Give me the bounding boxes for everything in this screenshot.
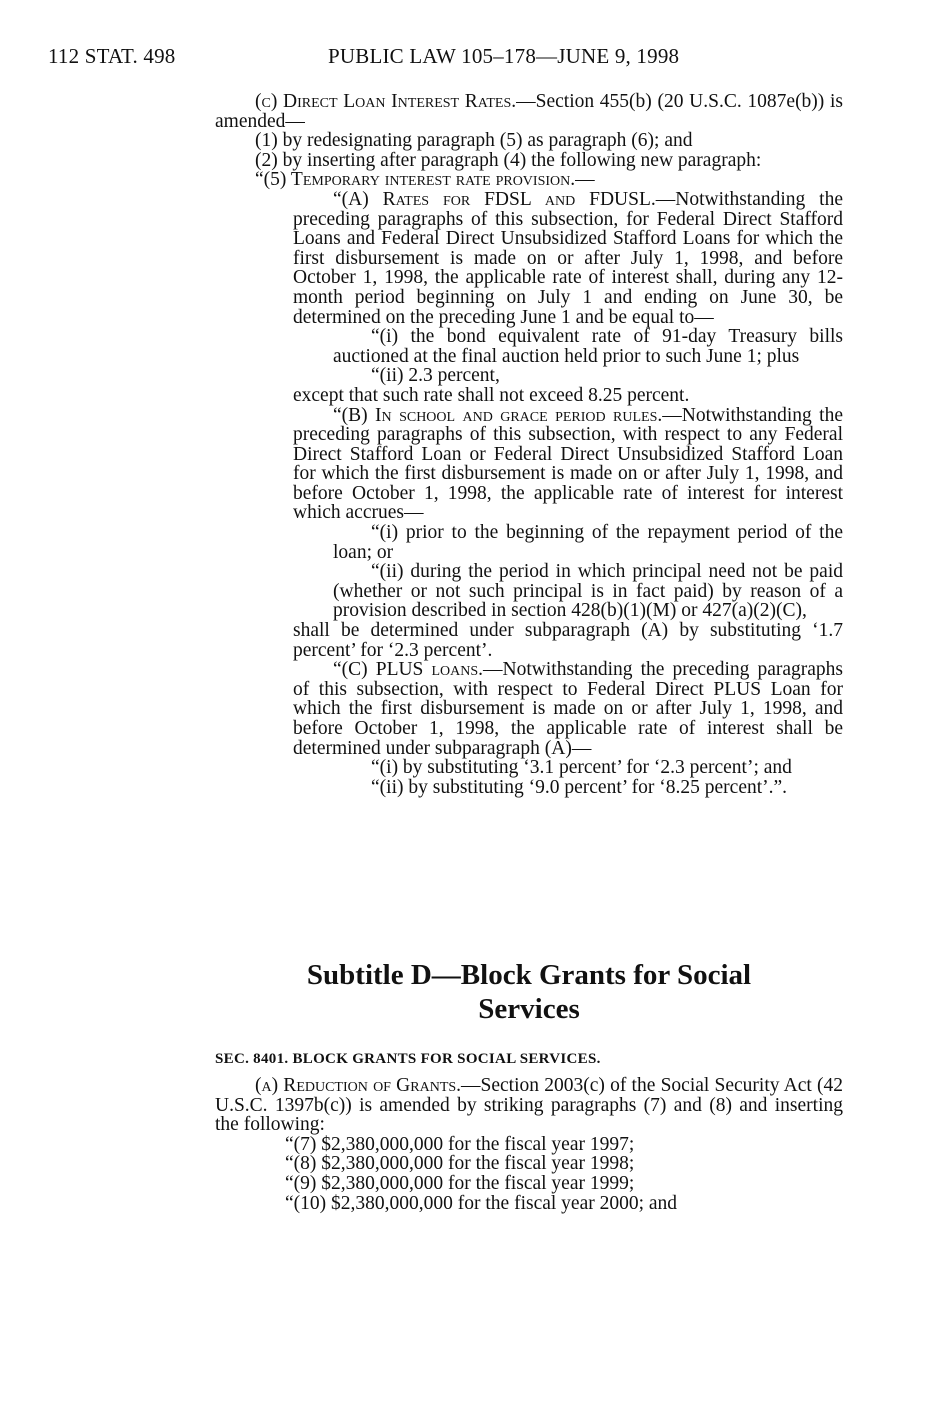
section-8401-heading: SEC. 8401. BLOCK GRANTS FOR SOCIAL SERVICES. <box>215 1051 601 1067</box>
subsection-a-heading: (a) Reduction of Grants. <box>255 1075 462 1096</box>
subparagraph-c-heading: “(C) PLUS loans. <box>333 659 484 681</box>
amount-paragraph-7: “(7) $2,380,000,000 for the fiscal year 1997; <box>285 1133 635 1155</box>
law-title: PUBLIC LAW 105–178—JUNE 9, 1998 <box>328 44 680 68</box>
subtitle-line-1: Subtitle D—Block Grants for Social <box>306 959 752 991</box>
section-c-body <box>215 92 843 797</box>
item-2: (2) by inserting after paragraph (4) the following new paragraph: <box>255 149 762 171</box>
section-c-heading: (c) Direct Loan Interest Rates. <box>255 91 517 112</box>
amount-paragraph-9: “(9) $2,380,000,000 for the fiscal year 1999; <box>285 1172 635 1194</box>
section-c-heading-rest: —Section 455(b) (20 U.S.C. 1087e(b)) is amended— <box>215 91 843 132</box>
amount-paragraph-10: “(10) $2,380,000,000 for the fiscal year 2000; and <box>285 1192 678 1214</box>
amount-paragraph-8: “(8) $2,380,000,000 for the fiscal year 1998; <box>285 1153 635 1175</box>
subparagraph-b-text: —Notwithstanding the preceding paragraphs of this subsection, with respect to any Federal Direct Stafford Loan or Federal Direct Unsubsidized Stafford Loan for which the first disbursement is made on or after July 1, 1998, and before October 1, 1998, the applicable rate of interest for interest which accrues— <box>293 404 843 524</box>
subparagraph-c-clause-ii: “(ii) by substituting ‘9.0 percent’ for ‘8.25 percent’.”. <box>371 776 788 798</box>
subtitle-line-2: Services <box>478 993 580 1025</box>
subparagraph-b-shall: shall be determined under subparagraph (A) by substituting ‘1.7 percent’ for ‘2.3 percent’. <box>293 620 843 661</box>
subparagraph-a-clause-i: “(i) the bond equivalent rate of 91-day Treasury bills auctioned at the final auction held prior to such June 1; plus <box>333 326 843 367</box>
subsection-a <box>215 1076 843 1135</box>
paragraph-5-heading: “(5) Temporary interest rate provision.— <box>255 169 595 191</box>
subsection-a-text: —Section 2003(c) of the Social Security Act (42 U.S.C. 1397b(c)) is amended by striking paragraphs (7) and (8) and inserting the following: <box>215 1075 843 1136</box>
subparagraph-a <box>293 190 843 327</box>
section-8401-body <box>215 1076 843 1213</box>
subparagraph-a-text: —Notwithstanding the preceding paragraphs of this subsection, for Federal Direct Stafford Loans and Federal Direct Unsubsidized Stafford Loans for which the first disbursement is made on or after July 1, 1998, and before October 1, 1998, the applicable rate of interest shall, during any 12-month period beginning on July 1 and ending on June 30, be determined on the preceding June 1 and be equal to— <box>293 188 843 328</box>
subparagraph-b-heading: “(B) In school and grace period rules. <box>333 404 663 426</box>
subparagraph-a-except: except that such rate shall not exceed 8.25 percent. <box>293 384 690 406</box>
subparagraph-c <box>293 660 843 758</box>
stat-citation: 112 STAT. 498 <box>48 44 176 68</box>
subparagraph-b <box>293 406 843 524</box>
section-c-intro <box>215 92 843 131</box>
subparagraph-b-clause-ii: “(ii) during the period in which principal need not be paid (whether or not such principal is in fact paid) by reason of a provision described in section 428(b)(1)(M) or 427(a)(2)(C), <box>333 561 843 622</box>
subparagraph-c-clause-i: “(i) by substituting ‘3.1 percent’ for ‘2.3 percent’; and <box>371 757 792 779</box>
subparagraph-b-clause-i: “(i) prior to the beginning of the repayment period of the loan; or <box>333 522 843 563</box>
subtitle-heading <box>215 958 843 1026</box>
item-1: (1) by redesignating paragraph (5) as paragraph (6); and <box>255 130 693 152</box>
subparagraph-a-heading: “(A) Rates for FDSL and FDUSL. <box>333 188 656 210</box>
subparagraph-c-text: —Notwithstanding the preceding paragraphs of this subsection, with respect to Federal Direct PLUS Loan for which the first disbursement is made on or after July 1, 1998, and before October 1, 1998, the applicable rate of interest shall be determined under subparagraph (A)— <box>293 659 843 759</box>
subparagraph-a-clause-ii: “(ii) 2.3 percent, <box>371 365 500 387</box>
